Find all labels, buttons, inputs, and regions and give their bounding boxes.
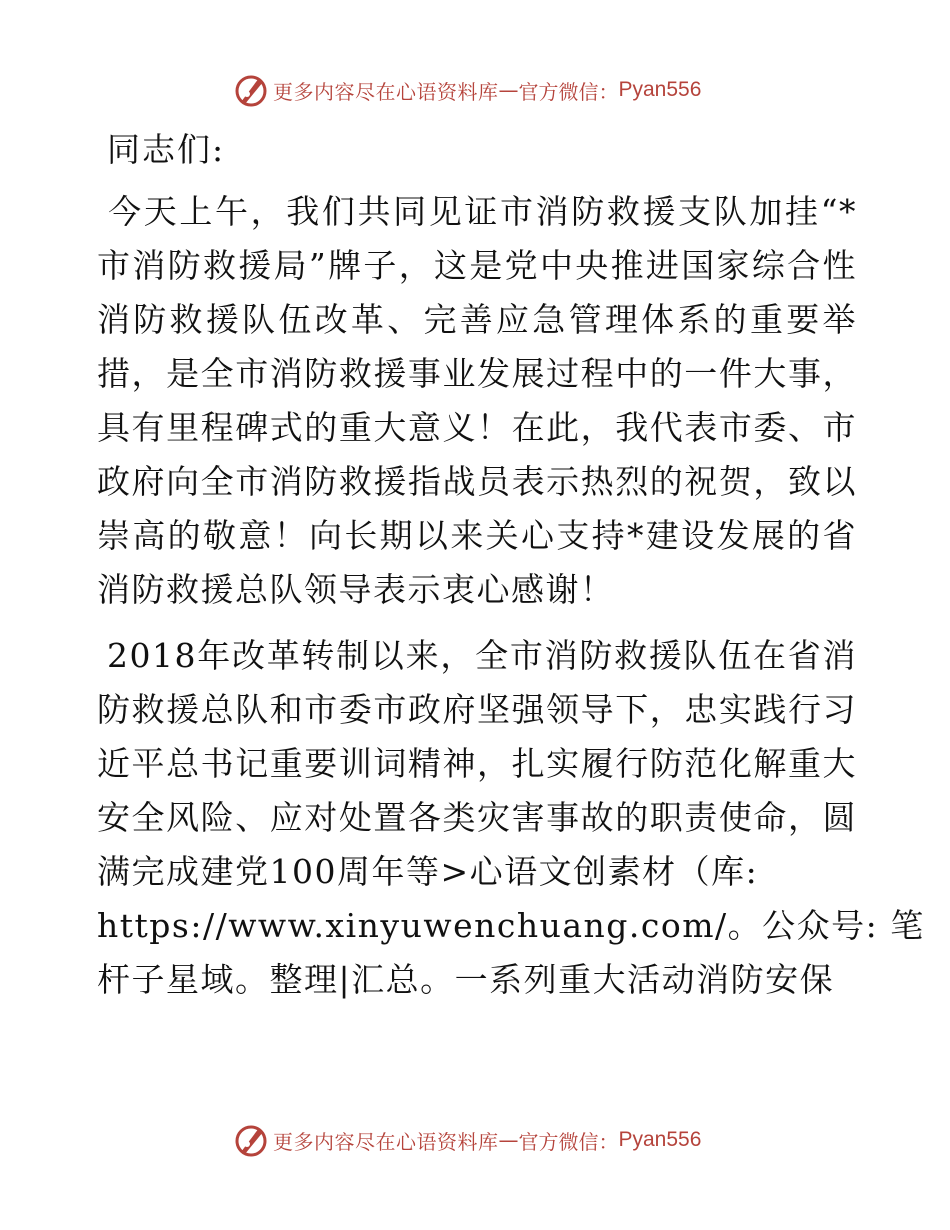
last-line-text: 杆子星域。整理|汇总。一系列重大活动消防安保 (97, 960, 835, 999)
paragraph-1 (97, 185, 857, 617)
header-wechat-label: 官方微信： (518, 79, 619, 104)
footer-dash: — (498, 1128, 519, 1152)
paragraph-2-text: 2018年改革转制以来，全市消防救援队伍在省消防救援总队和市委市政府坚强领导下，忠实践行习近平总书记重要训词精神，扎实履行防范化解重大安全风险、应对处置各类灾害事故的职责使命，圆满完成建党100周年等>心语文创素材（库: (97, 636, 857, 891)
url-line (97, 899, 925, 953)
url-line-text: https://www.xinyuwenchuang.com/。公众号: 笔 (97, 906, 925, 945)
last-line (97, 953, 857, 1007)
quill-logo-icon (233, 72, 269, 108)
header-wechat-id: Pyan556 (618, 78, 702, 101)
footer-wechat-label: 官方微信： (518, 1129, 619, 1154)
footer-banner (233, 1120, 701, 1160)
header-banner (233, 70, 701, 110)
quill-logo-icon (233, 1122, 269, 1158)
document-body (97, 125, 925, 1019)
header-promo-text: 更多内容尽在心语资料库 (273, 79, 499, 104)
footer-wechat-id: Pyan556 (618, 1128, 702, 1151)
paragraph-2 (97, 629, 857, 899)
header-dash: — (498, 78, 519, 102)
footer-promo-text: 更多内容尽在心语资料库 (273, 1129, 499, 1154)
paragraph-1-text: 今天上午，我们共同见证市消防救援支队加挂“*市消防救援局”牌子，这是党中央推进国家综合性消防救援队伍改革、完善应急管理体系的重要举措，是全市消防救援事业发展过程中的一件大事，具有里程碑式的重大意义！在此，我代表市委、市政府向全市消防救援指战员表示热烈的祝贺，致以崇高的敬意！向长期以来关心支持*建设发展的省消防救援总队领导表示衷心感谢！ (97, 192, 857, 609)
salutation: 同志们: (107, 130, 226, 169)
